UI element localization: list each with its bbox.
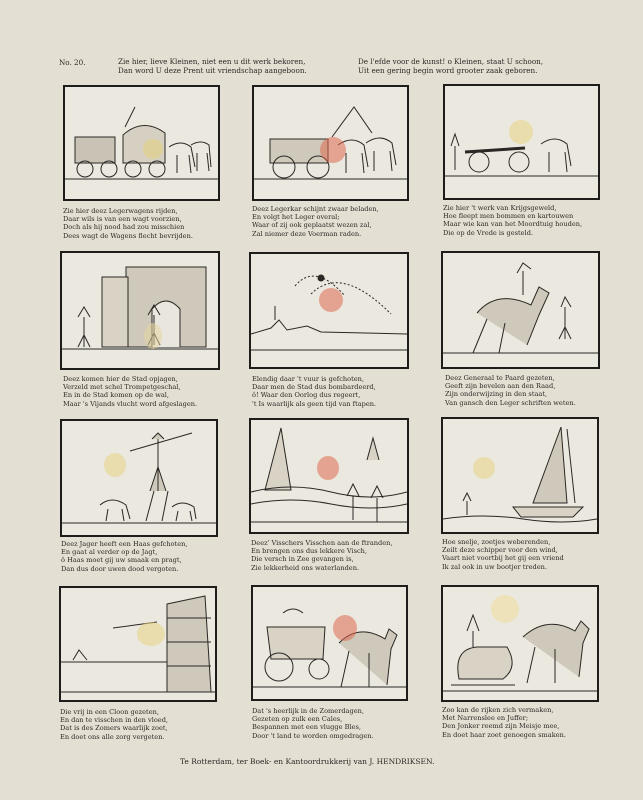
verse-line: Dat 's heerlijk in de Zomerdagen, — [252, 707, 364, 715]
stain-yellow — [104, 453, 126, 477]
verse-line: Zie hier 't werk van Krijgsgeweld, — [443, 204, 557, 212]
wagons-illustration — [65, 87, 218, 199]
verse-line: Dees wagt de Wagens flecht bevrijden. — [63, 231, 193, 240]
verse-caption — [442, 538, 564, 571]
verse-caption — [251, 539, 393, 572]
header-left-line: Zie hier, lieve Kleinen, niet een u dit werk bekoren, — [118, 57, 306, 66]
verse-line: Door 't land te worden omgedragen. — [252, 731, 374, 740]
verse-line: Hoe snelje, zoetjes weberenden, — [442, 538, 551, 546]
stain-red — [317, 456, 339, 480]
stain-red — [320, 137, 346, 163]
verse-line: Ik zal ook in uw bootjer treden. — [442, 562, 547, 571]
verse-line: Deez Jager heeft een Haas gefchoten, — [61, 540, 188, 548]
verse-caption — [252, 205, 379, 238]
verse-caption — [442, 706, 566, 739]
verse-caption — [60, 708, 168, 741]
verse-line: Die op de Vrede is gesteld. — [443, 228, 534, 237]
stain-red — [333, 615, 357, 641]
verse-caption — [63, 375, 197, 408]
woodcut-panel-cannon — [443, 84, 600, 200]
fishing-illustration — [61, 588, 215, 700]
verse-line: Zeilt deze schipper voor den wind, — [442, 546, 558, 555]
city-illustration — [62, 253, 218, 368]
verse-line: Deez Generaal te Paard gezeten, — [445, 374, 555, 382]
verse-line: En in de Stad komen op de wal, — [63, 391, 169, 400]
stain-yellow — [137, 622, 165, 646]
verse-line: Van gansch den Leger schriften weten. — [445, 398, 576, 407]
verse-line: Zal niemer deze Voerman raden. — [252, 229, 362, 238]
verse-line: Met Narrenslee en Juffer; — [442, 714, 529, 723]
verse-line: En gaat al verder op de Jagt, — [61, 548, 158, 557]
verse-line: ô Haas moet gij uw smaak en pragt, — [61, 556, 182, 565]
header-verse-left — [118, 57, 307, 75]
verse-line: Zie lekkerheid ons waterlanden. — [251, 563, 360, 572]
verse-line: En dan te visschen in den vloed, — [60, 716, 169, 725]
verse-line: Verzeld met schel Trompetgeschal, — [63, 383, 181, 392]
verse-line: ô! Waar den Oorlog dus regeert, — [252, 391, 361, 400]
verse-line: Die vrij in een Cloon gezeten, — [60, 708, 159, 716]
stain-yellow — [143, 139, 163, 159]
sheet-number: No. 20. — [59, 58, 86, 67]
verse-line: Den Jonker reemd zijn Meisje mee, — [442, 722, 560, 731]
woodcut-panel-city — [60, 251, 220, 370]
verse-line: Waar of zij ook geplaatst wezen zal, — [252, 221, 372, 230]
general-illustration — [443, 253, 598, 367]
verse-caption — [252, 707, 374, 740]
verse-line: Gezeten op zulk een Cales, — [252, 715, 343, 724]
stain-yellow — [491, 595, 519, 623]
woodcut-panel-sailboat — [441, 417, 599, 534]
sailboat-illustration — [443, 419, 597, 532]
woodcut-panel-carriage — [251, 585, 408, 701]
verse-line: Dan dus door uwen dood vergoten. — [61, 564, 179, 573]
woodcut-panel-fishers — [249, 418, 409, 534]
verse-caption — [63, 207, 193, 240]
woodcut-panel-hunter — [60, 419, 218, 537]
verse-line: Zijn onderwijzing in den staat, — [445, 390, 548, 399]
verse-line: 't Is waarlijk als geen tijd van ftapen. — [252, 399, 377, 408]
header-right-line: De l'efde voor de kunst! o Kleinen, staat U schoon, — [358, 57, 544, 66]
verse-caption — [61, 540, 187, 573]
woodcut-panel-cart — [252, 85, 409, 201]
woodcut-panel-general — [441, 251, 600, 369]
verse-line: Maar wie kan van het Moordtuig houden, — [443, 220, 583, 229]
header-verse-right — [358, 57, 543, 75]
verse-caption — [445, 374, 576, 407]
verse-line: Maar 's Vijands vlucht word afgeslagen. — [63, 399, 198, 408]
stain-yellow — [473, 457, 495, 479]
woodcut-panel-sleigh — [441, 585, 599, 702]
stain-yellow — [144, 323, 162, 349]
verse-line: En volgt het Leger overal; — [252, 213, 340, 222]
woodcut-panel-wagons — [63, 85, 220, 201]
stain-yellow — [509, 120, 533, 144]
verse-line: Vaart niet voortbij het gij een vriend — [442, 554, 564, 563]
verse-line: Deez komen hier de Stad opjagen, — [63, 375, 178, 383]
verse-line: Deez' Visschers Visschen aan de ftranden, — [251, 539, 393, 547]
verse-line: Doch als hij nood had zou misschien — [63, 223, 185, 232]
verse-caption — [252, 375, 376, 408]
sleigh-illustration — [443, 587, 597, 700]
stain-red — [319, 288, 343, 312]
verse-caption — [443, 204, 582, 237]
woodcut-panel-fishing — [59, 586, 217, 702]
verse-line: Zie hier deez Legerwagens rijden, — [63, 207, 178, 215]
verse-line: Bespannen met een vlugge Bles, — [252, 723, 361, 732]
printer-imprint: Te Rotterdam, ter Boek- en Kantoordrukkerij van J. HENDRIKSEN. — [180, 757, 435, 766]
header-left-line: Dan word U deze Prent uit vriendschap aangeboon. — [118, 66, 307, 75]
verse-line: En doet haar zoet genoegen smaken. — [442, 730, 566, 739]
verse-line: En brengen ons dus lekkere Visch, — [251, 547, 368, 556]
verse-line: Die versch in Zee gevangen is, — [251, 555, 354, 564]
woodcut-panel-bombard — [249, 252, 409, 369]
verse-line: Daar men de Stad dus bombardeerd, — [252, 383, 376, 392]
verse-line: Zoo kan de rijken zich vermaken, — [442, 706, 554, 714]
header-right-line: Uit een gering begin word grooter zaak geboren. — [358, 66, 538, 75]
verse-line: Hoe fleept men bommen en kartouwen — [443, 212, 574, 221]
verse-line: Daar wils is van een wagt voorzien, — [63, 215, 182, 224]
verse-line: Geeft zijn bevelen aan den Raad, — [445, 382, 556, 391]
verse-line: Elendig daar 't vuur is gefchoten, — [252, 375, 365, 383]
hunter-illustration — [62, 421, 216, 535]
verse-line: En doet ons alle zorg vergeten. — [60, 732, 165, 741]
verse-line: Deez Legerkar schijnt zwaar beladen, — [252, 205, 379, 213]
verse-line: Dat is des Zomers waarlijk zoet, — [60, 724, 168, 733]
carriage-illustration — [253, 587, 406, 699]
